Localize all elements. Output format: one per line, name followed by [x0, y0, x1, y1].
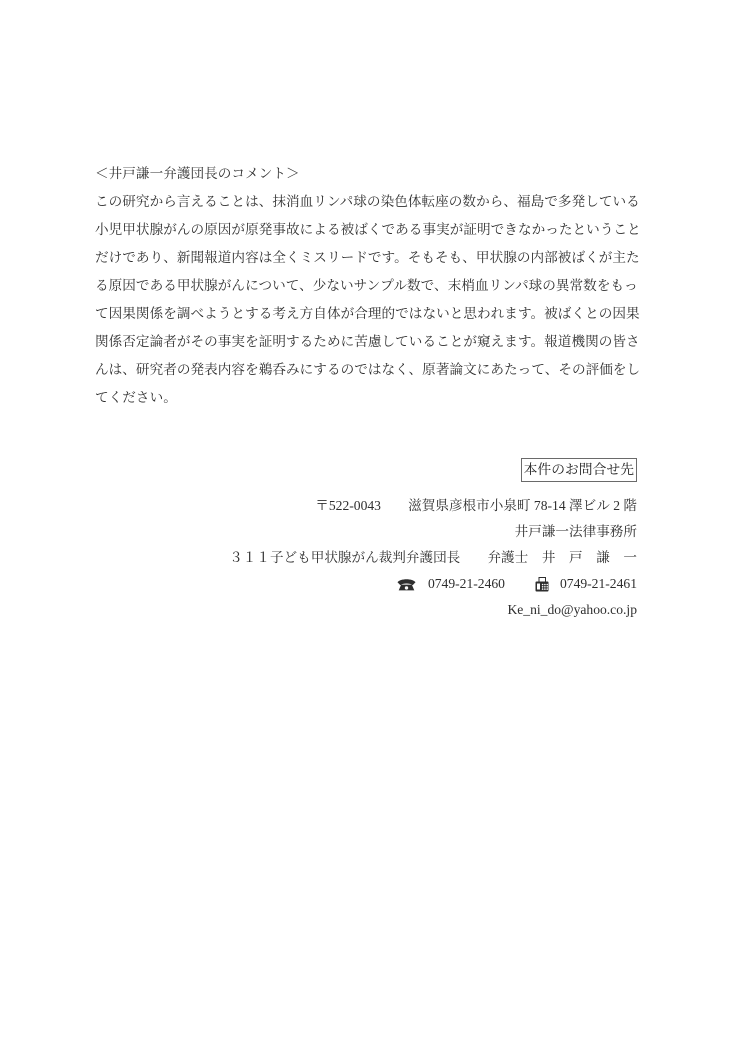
inquiry-box-row: [229, 458, 637, 482]
contact-section: [229, 458, 637, 623]
phone-number: 0749-21-2460: [427, 576, 505, 591]
contact-office: 井戸謙一法律事務所: [514, 524, 637, 539]
comment-line-6: 関係否定論者がその事実を証明するために苦慮していることが窺えます。報道機関の皆さ: [95, 334, 640, 349]
fax-icon: [535, 577, 549, 592]
comment-section: [95, 160, 647, 412]
comment-line-8: てください。: [95, 390, 177, 405]
contact-address: 〒522-0043 滋賀県彦根市小泉町 78-14 澤ビル 2 階: [315, 498, 637, 513]
contact-email: Ke_ni_do@yahoo.co.jp: [507, 602, 637, 617]
comment-line-5: て因果関係を調べようとする考え方自体が合理的ではないと思われます。被ばくとの因果: [95, 306, 640, 321]
comment-line-2: 小児甲状腺がんの原因が原発事故による被ばくである事実が証明できなかったということ: [95, 222, 641, 237]
comment-line-3: だけであり、新聞報道内容は全くミスリードです。そもそも、甲状腺の内部被ばくが主た: [95, 250, 640, 265]
contact-representative: ３１１子ども甲状腺がん裁判弁護団長 弁護士 井 戸 謙 一: [229, 550, 637, 565]
inquiry-box-label: 本件のお問合せ先: [521, 458, 637, 482]
comment-line-7: んは、研究者の発表内容を鵜呑みにするのではなく、原著論文にあたって、その評価をし: [95, 362, 641, 377]
comment-line-4: る原因である甲状腺がんについて、少ないサンプル数で、末梢血リンパ球の異常数をもっ: [95, 278, 638, 293]
contact-phone-fax-row: [229, 571, 637, 597]
fax-number: 0749-21-2461: [559, 576, 637, 591]
comment-line-1: この研究から言えることは、抹消血リンパ球の染色体転座の数から、福島で多発している: [95, 194, 640, 209]
comment-title: ＜井戸謙一弁護団長のコメント＞: [95, 166, 300, 181]
phone-icon: [396, 577, 417, 591]
